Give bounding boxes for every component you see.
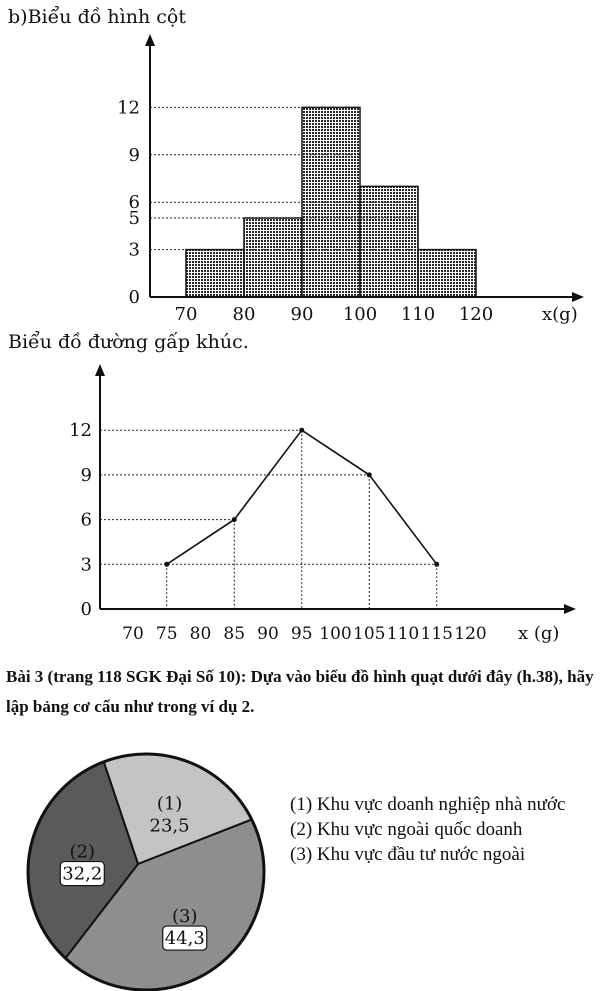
polyline-x-tick-label: 75 [155,624,178,644]
polyline-x-tick-label: 85 [223,624,246,644]
histogram-x-tick-label: 80 [232,304,256,325]
histogram-y-tick-label: 12 [117,97,140,119]
pie-slice-label-2: (2) [69,841,96,863]
pie-slice-value-3: 44,3 [164,928,205,950]
polyline-x-tick-label: 95 [290,624,313,644]
pie-legend-item-1: (1) Khu vực doanh nghiệp nhà nước [290,794,566,815]
polyline-x-tick-label: 90 [257,624,279,644]
polyline-x-tick-label: 80 [189,624,212,644]
histogram-x-tick-label: 120 [458,304,494,325]
histogram-y-tick-label: 6 [128,192,140,214]
histogram-title: b)Biểu đồ hình cột [8,6,186,28]
polyline-y-tick-label: 9 [80,464,92,486]
histogram-y-tick-label: 9 [128,144,140,166]
pie-chart [0,0,290,991]
pie-legend-item-3: (3) Khu vực đầu tư nước ngoài [290,844,526,865]
polyline-x-tick-label: 110 [386,624,420,644]
polyline-x-tick-label: 100 [319,624,352,644]
polyline-y-tick-label: 6 [80,509,92,531]
histogram-y-tick-label: 3 [128,239,140,261]
pie-legend-item-2: (2) Khu vực ngoài quốc doanh [290,819,523,840]
pie-slice-label-1: (1) [156,793,183,815]
histogram-x-label: x(g) [542,304,578,325]
polyline-y-tick-label: 0 [80,599,92,620]
polyline-x-label: x (g) [518,623,560,644]
polyline-x-tick-label: 70 [122,624,144,644]
polyline-y-tick-label: 3 [80,554,92,576]
polyline-x-tick-label: 120 [454,624,487,644]
polyline-x-arrow [564,604,576,614]
histogram-y-tick-label: 5 [128,208,140,229]
polyline-y-tick-label: 12 [69,420,92,442]
pie-slice-value-1: 23,5 [149,815,190,837]
polyline-point-105 [367,472,372,477]
histogram-x-tick-label: 90 [290,304,314,325]
histogram-x-tick-label: 110 [400,304,436,325]
histogram-x-tick-label: 70 [174,304,198,325]
polyline-point-115 [434,562,439,567]
polyline-point-95 [299,428,304,433]
exercise-text: Bài 3 (trang 118 SGK Đại Số 10): Dựa vào biểu đồ hình quạt dưới đây (h.38), hãy lập bảng cơ cấu như trong ví dụ 2. [6,667,594,716]
polyline-x-tick-label: 105 [353,624,386,644]
histogram-y-tick-label: 0 [128,287,140,308]
histogram-x-tick-label: 100 [342,304,378,325]
polyline-title: Biểu đồ đường gấp khúc. [8,331,249,353]
pie-slice-value-2: 32,2 [62,863,103,885]
pie-legend [290,792,565,867]
pie-slice-label-3: (3) [171,906,198,928]
polyline-x-tick-label: 115 [420,624,453,644]
